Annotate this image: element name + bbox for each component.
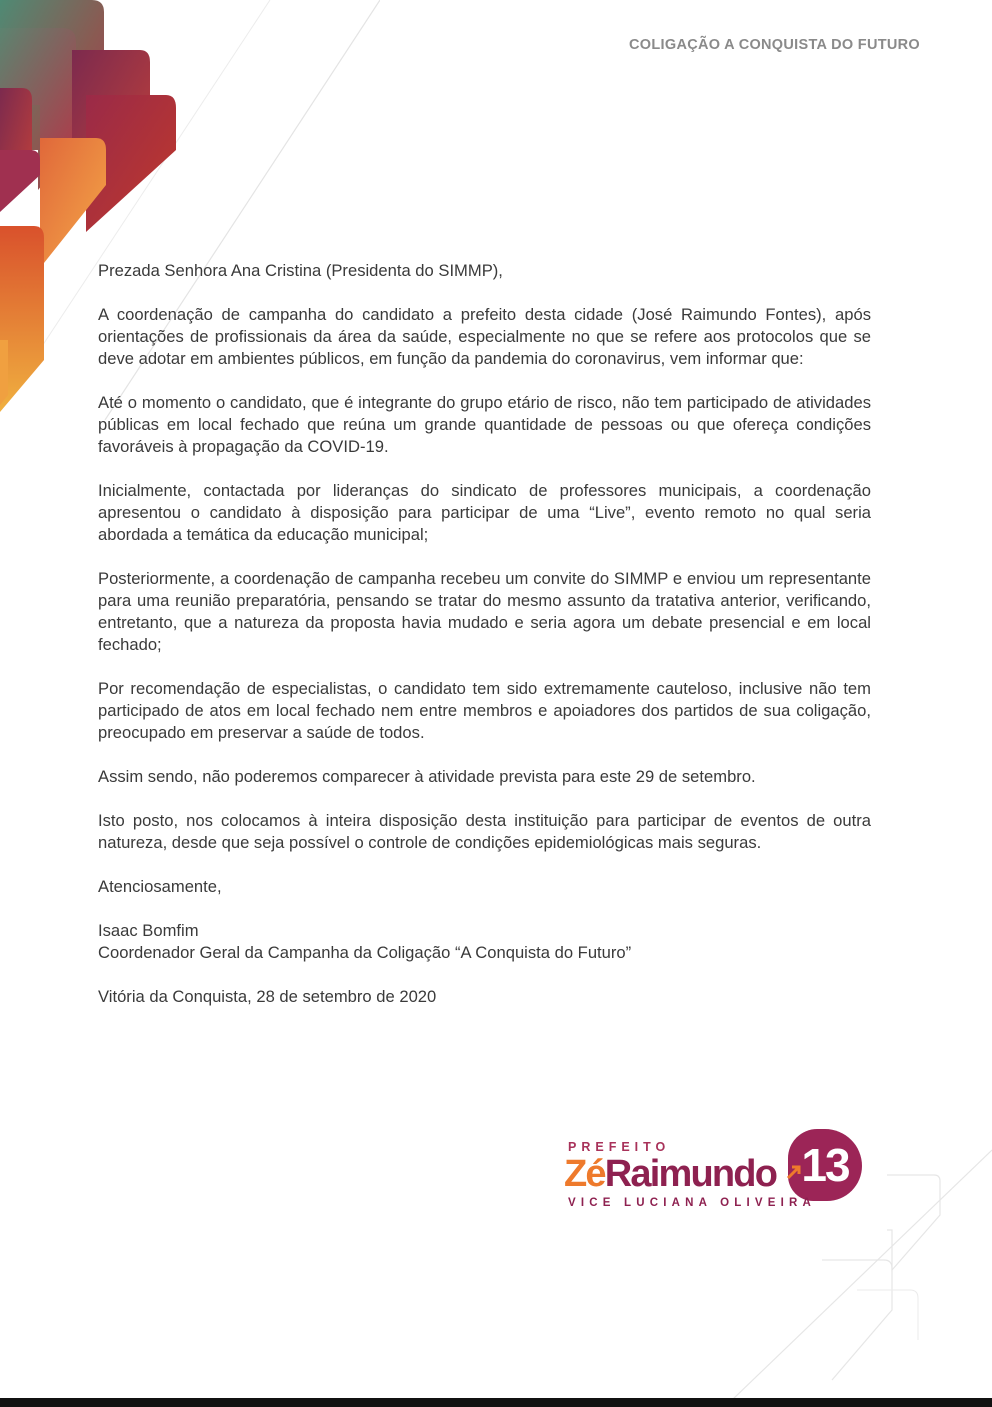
logo-vice-label: VICE LUCIANA OLIVEIRA xyxy=(568,1197,817,1209)
letter-paragraph: Por recomendação de especialistas, o candidato tem sido extremamente cauteloso, inclusive não tem participado de atos em local fechado nem entre membros e apoiadores dos partidos de sua coligação, preocupado em preservar a saúde de todos. xyxy=(98,679,871,742)
letter-salutation: Prezada Senhora Ana Cristina (Presidenta do SIMMP), xyxy=(98,261,503,280)
logo-name-second: Raimundo xyxy=(604,1153,777,1195)
letter-paragraph: Posteriormente, a coordenação de campanha recebeu um convite do SIMMP e enviou um representante para uma reunião preparatória, pensando se tratar do mesmo assunto da tratativa anterior, verificando, entretanto, que a natureza da proposta havia mudado e seria agora um debate presencial e em local fechado; xyxy=(98,569,871,654)
letter-closing: Atenciosamente, xyxy=(98,877,222,896)
place-date: Vitória da Conquista, 28 de setembro de 2020 xyxy=(98,987,437,1006)
logo-name-first: Zé xyxy=(564,1153,605,1195)
candidate-number-badge: 13 xyxy=(788,1129,862,1201)
letter-paragraph: Inicialmente, contactada por lideranças do sindicato de professores municipais, a coordenação apresentou o candidato à disposição para participar de uma “Live”, evento remoto no qual seria abordada a temática da educação municipal; xyxy=(98,481,871,544)
letter-paragraph: Isto posto, nos colocamos à inteira disposição desta instituição para participar de eventos de outra natureza, desde que seja possível o controle de condições epidemiológicas mais seguras. xyxy=(98,811,871,852)
decorative-shape xyxy=(0,340,8,405)
signer-name: Isaac Bomfim xyxy=(98,921,199,940)
decorative-lines-bottom-right xyxy=(672,1110,992,1400)
letter-paragraph: Assim sendo, não poderemos comparecer à atividade prevista para este 29 de setembro. xyxy=(98,767,756,786)
letter-body xyxy=(98,260,871,1030)
letter-paragraph: A coordenação de campanha do candidato a prefeito desta cidade (José Raimundo Fontes), após orientações de profissionais da área da saúde, especialmente no que se refere aos protocolos que se deve adotar em ambientes públicos, em função da pandemia do coronavirus, vem informar que: xyxy=(98,305,871,368)
coalition-header: COLIGAÇÃO A CONQUISTA DO FUTURO xyxy=(629,37,920,53)
page-bottom-bar xyxy=(0,1398,992,1407)
signature-block xyxy=(98,920,871,964)
letter-paragraph: Até o momento o candidato, que é integrante do grupo etário de risco, não tem participado de atividades públicas em local fechado que reúna um grande quantidade de pessoas ou que ofereça condições favoráveis à propagação da COVID-19. xyxy=(98,393,871,456)
decorative-shape xyxy=(0,150,40,212)
logo-prefeito-label: PREFEITO xyxy=(568,1140,671,1154)
signer-role: Coordenador Geral da Campanha da Coligação “A Conquista do Futuro” xyxy=(98,943,632,962)
